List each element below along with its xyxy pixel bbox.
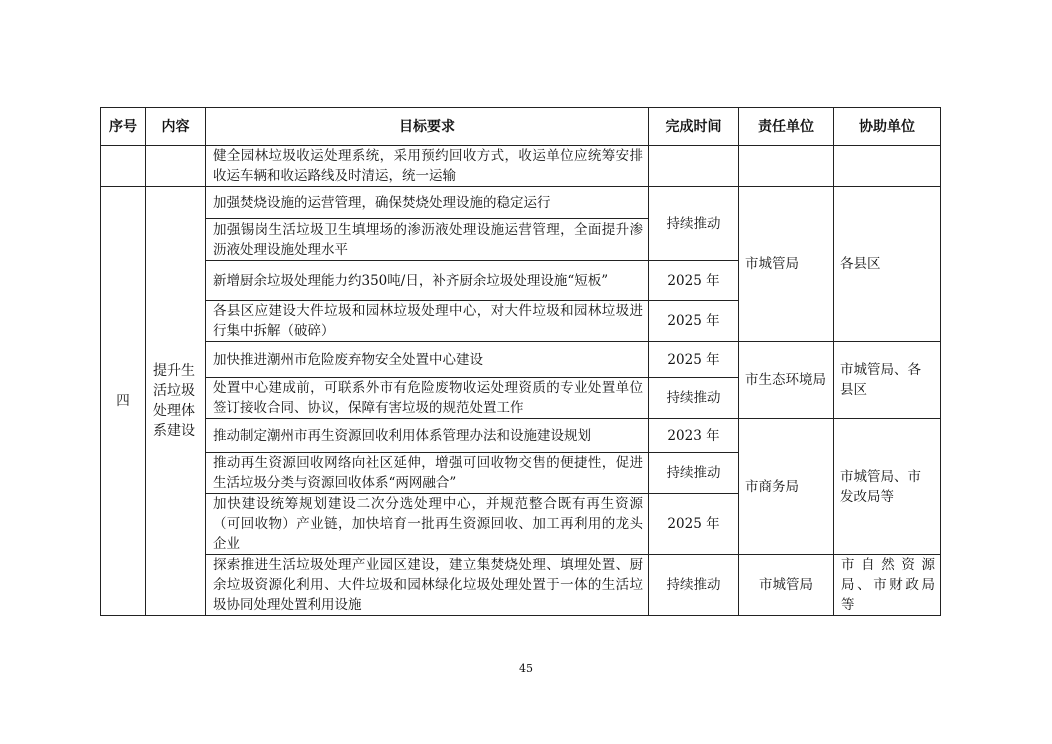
goal-cell: 加快推进潮州市危险废弃物安全处置中心建设 xyxy=(206,342,649,378)
goal-cell: 新增厨余垃圾处理能力约350吨/日，补齐厨余垃圾处理设施“短板” xyxy=(206,261,649,301)
empty-cell xyxy=(739,146,834,187)
empty-cell xyxy=(101,146,146,187)
task-table xyxy=(100,107,941,616)
assisting-cell: 市城管局、各县区 xyxy=(834,342,941,419)
empty-cell xyxy=(146,146,206,187)
goal-cell: 加快建设统筹规划建设二次分选处理中心，并规范整合既有再生资源（可回收物）产业链，加快培育一批再生资源回收、加工再利用的龙头企业 xyxy=(206,494,649,555)
responsible-cell: 市城管局 xyxy=(739,187,834,342)
goal-cell: 加强锡岗生活垃圾卫生填埋场的渗沥液处理设施运营管理，全面提升渗沥液处理设施处理水平 xyxy=(206,219,649,261)
goal-cell: 处置中心建成前，可联系外市有危险废物收运处理资质的专业处置单位签订接收合同、协议，保障有害垃圾的规范处置工作 xyxy=(206,378,649,419)
empty-cell xyxy=(649,146,739,187)
deadline-cell: 持续推动 xyxy=(649,555,739,616)
goal-cell: 各县区应建设大件垃圾和园林垃圾处理中心，对大件垃圾和园林垃圾进行集中拆解（破碎） xyxy=(206,301,649,342)
header-responsible: 责任单位 xyxy=(739,108,834,146)
header-content: 内容 xyxy=(146,108,206,146)
goal-cell: 探索推进生活垃圾处理产业园区建设，建立集焚烧处理、填埋处置、厨余垃圾资源化利用、大件垃圾和园林绿化垃圾处理处置于一体的生活垃圾协同处理处置利用设施 xyxy=(206,555,649,616)
page-number: 45 xyxy=(519,662,533,675)
deadline-cell: 2025 年 xyxy=(649,494,739,555)
deadline-cell: 持续推动 xyxy=(649,378,739,419)
deadline-cell: 2023 年 xyxy=(649,419,739,453)
goal-cell: 加强焚烧设施的运营管理，确保焚烧处理设施的稳定运行 xyxy=(206,187,649,219)
header-number: 序号 xyxy=(101,108,146,146)
section-number: 四 xyxy=(101,187,146,616)
header-deadline: 完成时间 xyxy=(649,108,739,146)
goal-cell: 健全园林垃圾收运处理系统，采用预约回收方式，收运单位应统筹安排收运车辆和收运路线及时清运，统一运输 xyxy=(206,146,649,187)
table-row xyxy=(101,555,941,616)
deadline-cell: 2025 年 xyxy=(649,342,739,378)
table-row xyxy=(101,187,941,219)
goal-cell: 推动再生资源回收网络向社区延伸，增强可回收物交售的便捷性，促进生活垃圾分类与资源回收体系“两网融合” xyxy=(206,453,649,494)
responsible-cell: 市商务局 xyxy=(739,419,834,555)
responsible-cell: 市城管局 xyxy=(739,555,834,616)
assisting-cell: 市城管局、市发改局等 xyxy=(834,419,941,555)
empty-cell xyxy=(834,146,941,187)
assisting-cell: 各县区 xyxy=(834,187,941,342)
table-row xyxy=(101,146,941,187)
table-row xyxy=(101,342,941,378)
table-header-row xyxy=(101,108,941,146)
header-assisting: 协助单位 xyxy=(834,108,941,146)
deadline-cell: 2025 年 xyxy=(649,301,739,342)
section-content: 提升生活垃圾处理体系建设 xyxy=(146,187,206,616)
assisting-cell: 市自然资源局、市财政局等 xyxy=(834,555,941,616)
deadline-cell: 持续推动 xyxy=(649,187,739,261)
goal-cell: 推动制定潮州市再生资源回收利用体系管理办法和设施建设规划 xyxy=(206,419,649,453)
table-row xyxy=(101,419,941,453)
deadline-cell: 2025 年 xyxy=(649,261,739,301)
header-goal: 目标要求 xyxy=(206,108,649,146)
deadline-cell: 持续推动 xyxy=(649,453,739,494)
responsible-cell: 市生态环境局 xyxy=(739,342,834,419)
